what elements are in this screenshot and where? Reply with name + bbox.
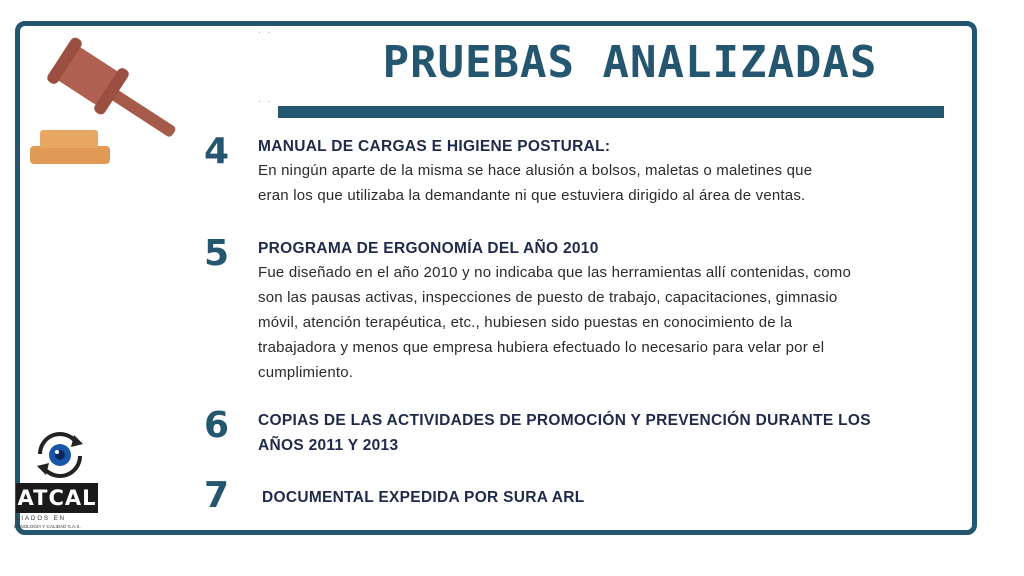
heading-line: COPIAS DE LAS ACTIVIDADES DE PROMOCIÓN Y PREVENCIÓN DURANTE LOS: [258, 412, 871, 429]
item-number: 5: [204, 233, 230, 274]
item-number: 6: [204, 405, 230, 446]
logo-wordmark: ATCAL: [16, 483, 98, 513]
heading-line: AÑOS 2011 Y 2013: [258, 437, 399, 454]
item-heading: PROGRAMA DE ERGONOMÍA DEL AÑO 2010: [258, 240, 599, 257]
body-line: Fue diseñado en el año 2010 y no indicaba que las herramientas allí contenidas, como: [258, 264, 852, 281]
page-title: PRUEBAS ANALIZADAS: [382, 37, 878, 88]
logo-tagline: LIADOS EN: [16, 516, 67, 522]
item-heading: [258, 408, 984, 458]
decor-dots: . .: [258, 26, 273, 36]
list-item: [204, 131, 984, 214]
item-number: 4: [204, 131, 230, 172]
gavel-icon: [26, 34, 186, 166]
list-item: [204, 233, 984, 386]
list-item: [204, 475, 984, 518]
body-line: cumplimiento.: [258, 364, 354, 381]
list-item: [204, 405, 984, 464]
body-line: son las pausas activas, inspecciones de puesto de trabajo, capacitaciones, gimnasio: [258, 289, 838, 306]
body-line: En ningún aparte de la misma se hace alusión a bolsos, maletas o maletines que: [258, 162, 813, 179]
logo-tagline: ECNOLOGÍA Y CALIDAD S.A.S.: [14, 524, 81, 529]
title-underline: [278, 106, 944, 118]
item-heading: MANUAL DE CARGAS E HIGIENE POSTURAL:: [258, 138, 611, 155]
decor-dots: . .: [258, 95, 273, 105]
body-line: trabajadora y menos que empresa hubiera efectuado lo necesario para velar por el: [258, 339, 825, 356]
item-body: [258, 260, 984, 385]
item-body: [258, 158, 984, 208]
item-heading: DOCUMENTAL EXPEDIDA POR SURA ARL: [262, 489, 585, 506]
eye-cycle-icon: [28, 430, 92, 480]
body-line: móvil, atención terapéutica, etc., hubiesen sido puestas en conocimiento de la: [258, 314, 793, 331]
body-line: eran los que utilizaba la demandante ni que estuviera dirigido al área de ventas.: [258, 187, 806, 204]
item-number: 7: [204, 475, 230, 516]
